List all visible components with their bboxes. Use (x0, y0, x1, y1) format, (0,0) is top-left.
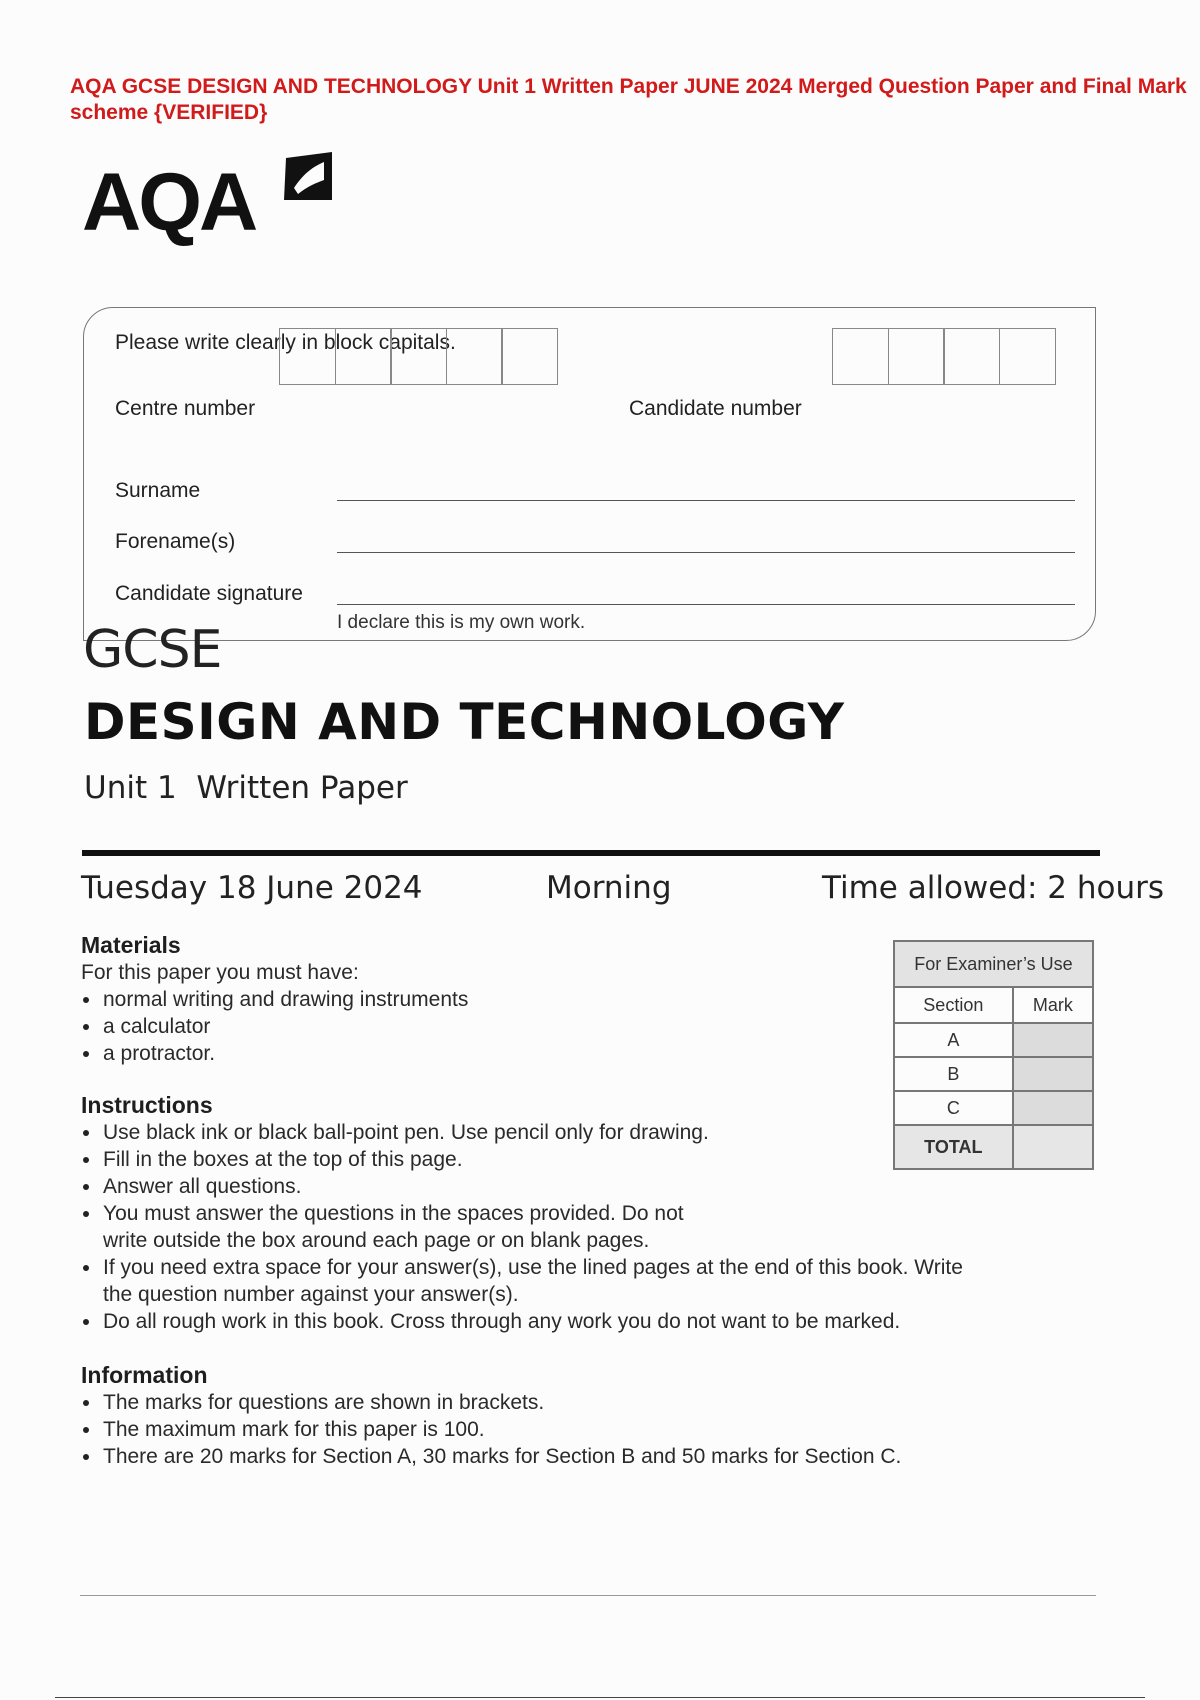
materials-item: a protractor. (81, 1040, 801, 1067)
examiners-use-title: For Examiner’s Use (894, 941, 1093, 987)
centre-number-boxes (279, 328, 557, 385)
candidate-number-cell[interactable] (943, 328, 1000, 385)
surname-label: Surname (115, 479, 201, 502)
materials-heading: Materials (81, 932, 181, 958)
centre-number-cell[interactable] (279, 328, 336, 385)
mark-cell (1013, 1057, 1093, 1091)
exam-date: Tuesday 18 June 2024 (81, 870, 423, 906)
instructions-item: Answer all questions. (81, 1173, 961, 1200)
qualification-title: GCSE (83, 620, 222, 680)
total-mark-cell (1013, 1125, 1093, 1169)
information-section (81, 1362, 1041, 1470)
instructions-item: Use black ink or black ball-point pen. Use pencil only for drawing. (81, 1119, 961, 1146)
time-allowed: Time allowed: 2 hours (822, 870, 1165, 906)
instructions-heading: Instructions (81, 1092, 213, 1118)
materials-intro: For this paper you must have: (81, 961, 359, 984)
document-banner-title: AQA GCSE DESIGN AND TECHNOLOGY Unit 1 Written Paper JUNE 2024 Merged Question Paper and Final Mark scheme {VERIFIED} (70, 75, 1187, 124)
information-heading: Information (81, 1362, 208, 1388)
table-row (894, 1057, 1093, 1091)
examiners-use-table (893, 940, 1094, 1170)
centre-number-label: Centre number (115, 397, 256, 420)
instructions-list (81, 1119, 961, 1335)
signature-field[interactable] (337, 604, 1075, 605)
instructions-item: Do all rough work in this book. Cross through any work you do not want to be marked. (81, 1308, 961, 1335)
section-label: C (894, 1091, 1013, 1125)
instructions-item: If you need extra space for your answer(s), use the lined pages at the end of this book. Write the question number against your answer(s). (81, 1254, 983, 1308)
candidate-number-label: Candidate number (629, 397, 802, 420)
section-label: B (894, 1057, 1013, 1091)
information-list (81, 1389, 1041, 1470)
instructions-item: Fill in the boxes at the top of this page. (81, 1146, 961, 1173)
candidate-number-cell[interactable] (999, 328, 1056, 385)
mark-cell (1013, 1091, 1093, 1125)
centre-number-cell[interactable] (501, 328, 558, 385)
total-row (894, 1125, 1093, 1169)
section-column-header: Section (894, 987, 1013, 1023)
candidate-number-boxes (832, 328, 1054, 385)
unit-title: Unit 1 Written Paper (84, 770, 408, 806)
aqa-logo (82, 150, 342, 250)
total-label: TOTAL (894, 1125, 1013, 1169)
materials-list (81, 986, 801, 1067)
title-divider (82, 850, 1100, 856)
instructions-item: You must answer the questions in the spaces provided. Do not write outside the box around each page or on blank pages. (81, 1200, 723, 1254)
exam-session: Morning (546, 870, 672, 906)
page-bottom-rule (55, 1697, 1145, 1698)
signature-label: Candidate signature (115, 582, 303, 605)
centre-number-cell[interactable] (446, 328, 503, 385)
candidate-number-cell[interactable] (888, 328, 945, 385)
block-capitals-instruction: Please write clearly in block capitals. (115, 331, 456, 354)
instructions-section (81, 1092, 961, 1335)
forenames-label: Forename(s) (115, 530, 236, 553)
mark-column-header: Mark (1013, 987, 1093, 1023)
table-row (894, 1091, 1093, 1125)
declaration-text: I declare this is my own work. (337, 612, 586, 633)
information-item: The marks for questions are shown in brackets. (81, 1389, 1041, 1416)
subject-title: DESIGN AND TECHNOLOGY (84, 693, 845, 751)
materials-item: normal writing and drawing instruments (81, 986, 801, 1013)
centre-number-cell[interactable] (390, 328, 447, 385)
materials-section (81, 932, 801, 1067)
surname-field[interactable] (337, 500, 1075, 501)
mark-cell (1013, 1023, 1093, 1057)
information-item: There are 20 marks for Section A, 30 marks for Section B and 50 marks for Section C. (81, 1443, 1041, 1470)
footer-divider (80, 1595, 1096, 1596)
centre-number-cell[interactable] (335, 328, 392, 385)
forenames-field[interactable] (337, 552, 1075, 553)
section-label: A (894, 1023, 1013, 1057)
aqa-logo-text: AQA (82, 157, 256, 248)
materials-item: a calculator (81, 1013, 801, 1040)
table-row (894, 1023, 1093, 1057)
candidate-number-cell[interactable] (832, 328, 889, 385)
aqa-logo-mark-icon (280, 150, 338, 204)
information-item: The maximum mark for this paper is 100. (81, 1416, 1041, 1443)
